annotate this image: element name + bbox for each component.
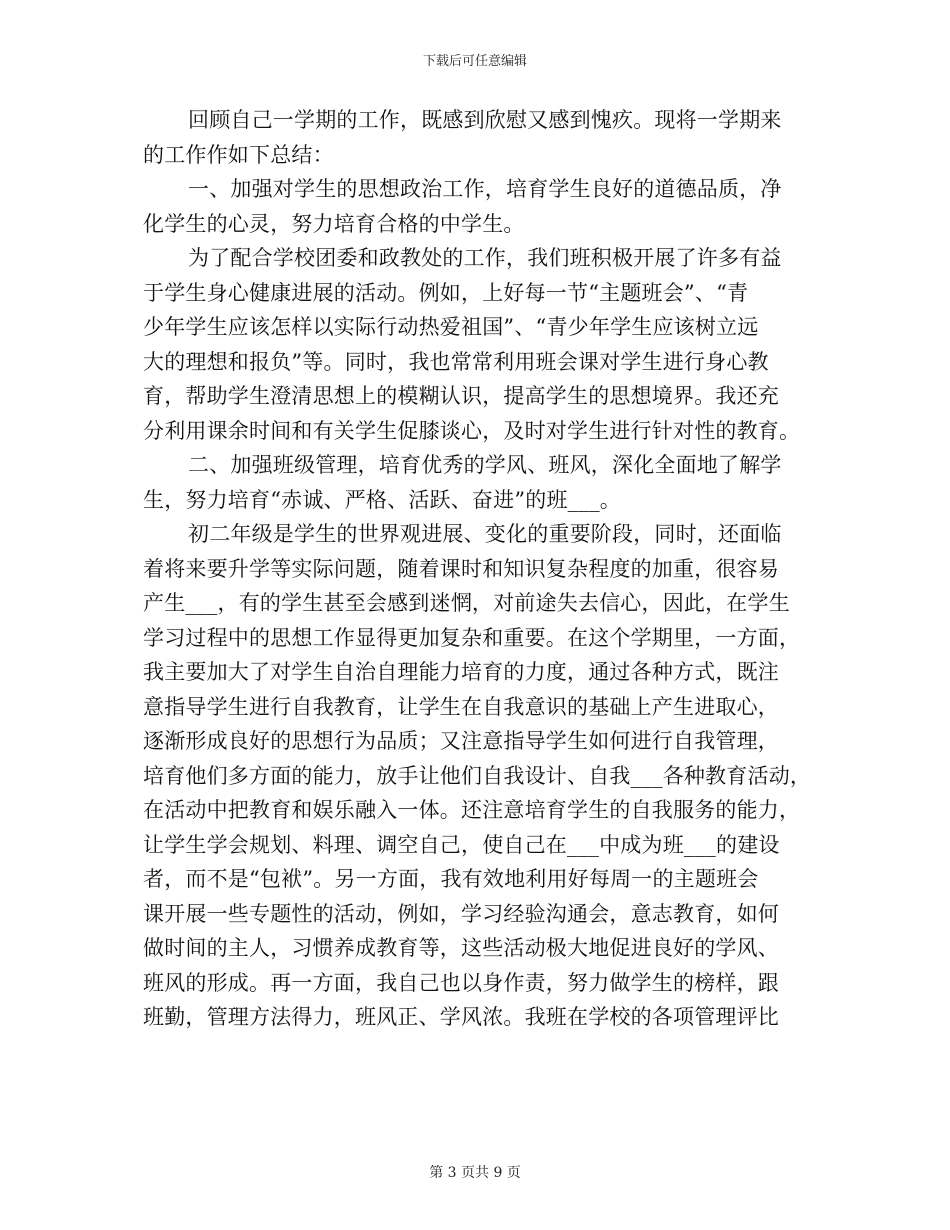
text-line: 大的理想和报负”等。同时，我也常常利用班会课对学生进行身心教 xyxy=(143,349,769,374)
text-line: 少年学生应该怎样以实际行动热爱祖国”、“青少年学生应该树立远 xyxy=(143,315,759,339)
text-line: 为了配合学校团委和政教处的工作，我们班积极开展了许多有益 xyxy=(188,246,782,270)
text-line: 二、加强班级管理，培育优秀的学风、班风，深化全面地了解学 xyxy=(188,453,782,477)
text-line: 生，努力培育“赤诚、严格、活跃、奋进”的班___。 xyxy=(143,487,621,512)
text-line: 做时间的主人，习惯养成教育等，这些活动极大地促进良好的学风、 xyxy=(143,936,779,960)
text-line: 分利用课余时间和有关学生促膝谈心，及时对学生进行针对性的教育。 xyxy=(143,418,801,443)
document-body xyxy=(143,103,823,1035)
text-line: 着将来要升学等实际问题，随着课时和知识复杂程度的加重，很容易 xyxy=(143,556,779,581)
text-line: 意指导学生进行自我教育，让学生在自我意识的基础上产生进取心， xyxy=(143,694,779,719)
text-line: 初二年级是学生的世界观进展、变化的重要阶段，同时，还面临 xyxy=(188,522,782,546)
text-line: 班勤，管理方法得力，班风正、学风浓。我班在学校的各项管理评比 xyxy=(143,1005,779,1029)
text-line: 学习过程中的思想工作显得更加复杂和重要。在这个学期里，一方面， xyxy=(143,625,801,650)
text-line: 培育他们多方面的能力，放手让他们自我设计、自我___各种教育活动， xyxy=(143,763,812,788)
text-line: 化学生的心灵，努力培育合格的中学生。 xyxy=(143,211,525,236)
text-line: 逐渐形成良好的思想行为品质；又注意指导学生如何进行自我管理， xyxy=(143,729,779,753)
text-line: 让学生学会规划、料理、调空自己，使自己在___中成为班___的建设 xyxy=(143,832,780,857)
text-line: 在活动中把教育和娱乐融入一体。还注意培育学生的自我服务的能力， xyxy=(143,798,801,822)
page-number: 第 3 页共 9 页 xyxy=(429,1165,521,1181)
text-line: 的工作作如下总结： xyxy=(143,142,334,167)
text-line: 我主要加大了对学生自治自理能力培育的力度，通过各种方式，既注 xyxy=(143,660,779,684)
text-line: 班风的形成。再一方面，我自己也以身作责，努力做学生的榜样，跟 xyxy=(143,970,779,995)
text-line: 育，帮助学生澄清思想上的模糊认识，提高学生的思想境界。我还充 xyxy=(143,384,779,408)
text-line: 回顾自己一学期的工作，既感到欣慰又感到愧疚。现将一学期来 xyxy=(188,108,782,132)
text-line: 课开展一些专题性的活动，例如，学习经验沟通会，意志教育，如何 xyxy=(143,901,779,926)
page-header: 下载后可任意编辑 xyxy=(422,54,527,69)
text-line: 产生___，有的学生甚至会感到迷惘，对前途失去信心，因此，在学生 xyxy=(143,591,790,615)
text-line: 于学生身心健康进展的活动。例如，上好每一节“主题班会”、“青 xyxy=(143,280,749,305)
text-line: 一、加强对学生的思想政治工作，培育学生良好的道德品质，净 xyxy=(188,177,782,201)
text-line: 者，而不是“包袱”。另一方面，我有效地利用好每周一的主题班会 xyxy=(143,867,759,891)
